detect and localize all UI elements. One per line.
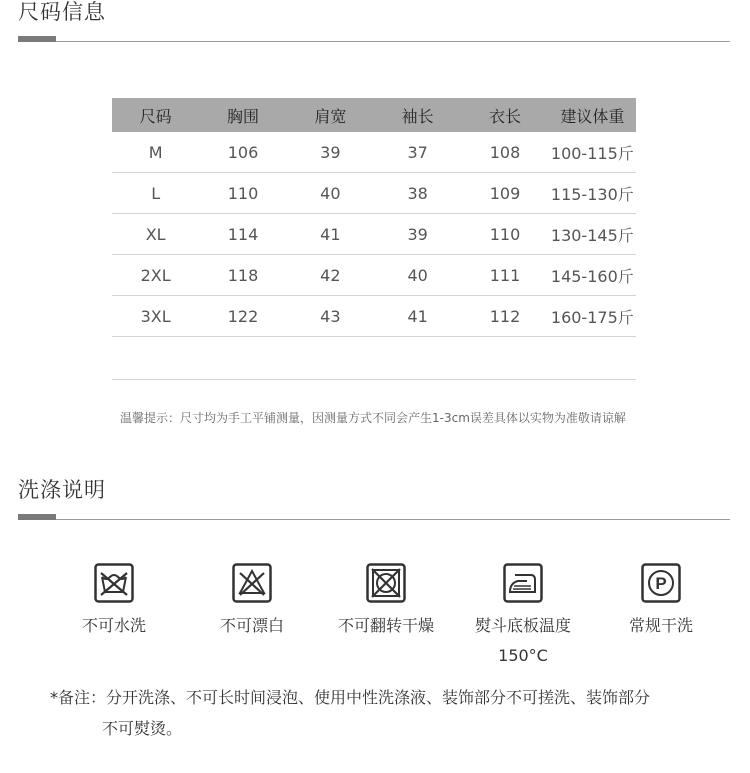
header-sleeve: 袖长 [374,98,461,132]
table-row-empty [112,337,636,380]
size-section-title: 尺码信息 [18,0,106,24]
iron-icon [503,563,543,603]
size-section-divider-accent [18,36,56,42]
table-cell: 43 [287,296,374,337]
care-label: 熨斗底板温度 [474,616,571,635]
size-section-divider [18,41,730,42]
header-size: 尺码 [112,98,199,132]
table-cell: 2XL [112,255,199,296]
table-cell: 111 [461,255,548,296]
header-chest: 胸围 [199,98,286,132]
size-table-header-row [112,98,636,132]
care-note-line-2: 不可熨烫。 [102,719,183,738]
table-cell: 42 [287,255,374,296]
no-tumble-dry-icon [366,563,406,603]
table-cell [461,337,548,380]
table-cell: 108 [461,132,548,173]
no-hand-wash-icon [94,563,134,603]
table-cell: XL [112,214,199,255]
table-cell [549,337,636,380]
table-cell: 41 [374,296,461,337]
table-cell [199,337,286,380]
care-sub-label: 150°C [498,646,548,665]
table-cell: 39 [374,214,461,255]
table-cell: 110 [199,173,286,214]
header-weight: 建议体重 [549,98,636,132]
care-label: 常规干洗 [628,616,693,635]
table-cell [287,337,374,380]
table-cell: 160-175斤 [549,296,636,337]
table-cell: 40 [287,173,374,214]
care-note-line-1: *备注：分开洗涤、不可长时间浸泡、使用中性洗涤液、装饰部分不可搓洗、装饰部分 [50,688,651,707]
table-row [112,296,636,337]
care-label: 不可翻转干燥 [337,616,434,635]
table-cell: 100-115斤 [549,132,636,173]
table-cell: 130-145斤 [549,214,636,255]
header-shoulder: 肩宽 [287,98,374,132]
care-item-no-bleach [177,563,327,641]
table-cell: 38 [374,173,461,214]
table-cell: M [112,132,199,173]
table-cell [374,337,461,380]
table-row [112,132,636,173]
header-length: 衣长 [461,98,548,132]
table-cell: 110 [461,214,548,255]
dry-clean-icon [641,563,681,603]
table-cell: 118 [199,255,286,296]
table-row [112,255,636,296]
table-cell: 112 [461,296,548,337]
no-bleach-icon [232,563,272,603]
table-cell: 3XL [112,296,199,337]
care-item-dry-clean [586,563,736,641]
care-note [50,682,720,744]
table-cell: 39 [287,132,374,173]
care-item-iron [448,563,598,671]
table-cell: 109 [461,173,548,214]
svg-text:P: P [655,574,667,593]
table-cell [112,337,199,380]
table-cell: 115-130斤 [549,173,636,214]
care-label: 不可漂白 [219,616,284,635]
table-cell: 114 [199,214,286,255]
wash-section-divider-accent [18,514,56,520]
table-cell: 41 [287,214,374,255]
table-cell: L [112,173,199,214]
size-table [112,98,636,380]
wash-section-title: 洗涤说明 [18,478,106,502]
table-cell: 40 [374,255,461,296]
table-row [112,214,636,255]
table-cell: 145-160斤 [549,255,636,296]
care-item-no-wash [39,563,189,641]
table-cell: 37 [374,132,461,173]
wash-section-divider [18,519,730,520]
size-tip: 温馨提示：尺寸均为手工平铺测量，因测量方式不同会产生1-3cm误差具体以实物为准敬请谅解 [120,411,626,425]
table-cell: 122 [199,296,286,337]
table-row [112,173,636,214]
care-item-no-tumble-dry [311,563,461,641]
table-cell: 106 [199,132,286,173]
care-label: 不可水洗 [81,616,146,635]
